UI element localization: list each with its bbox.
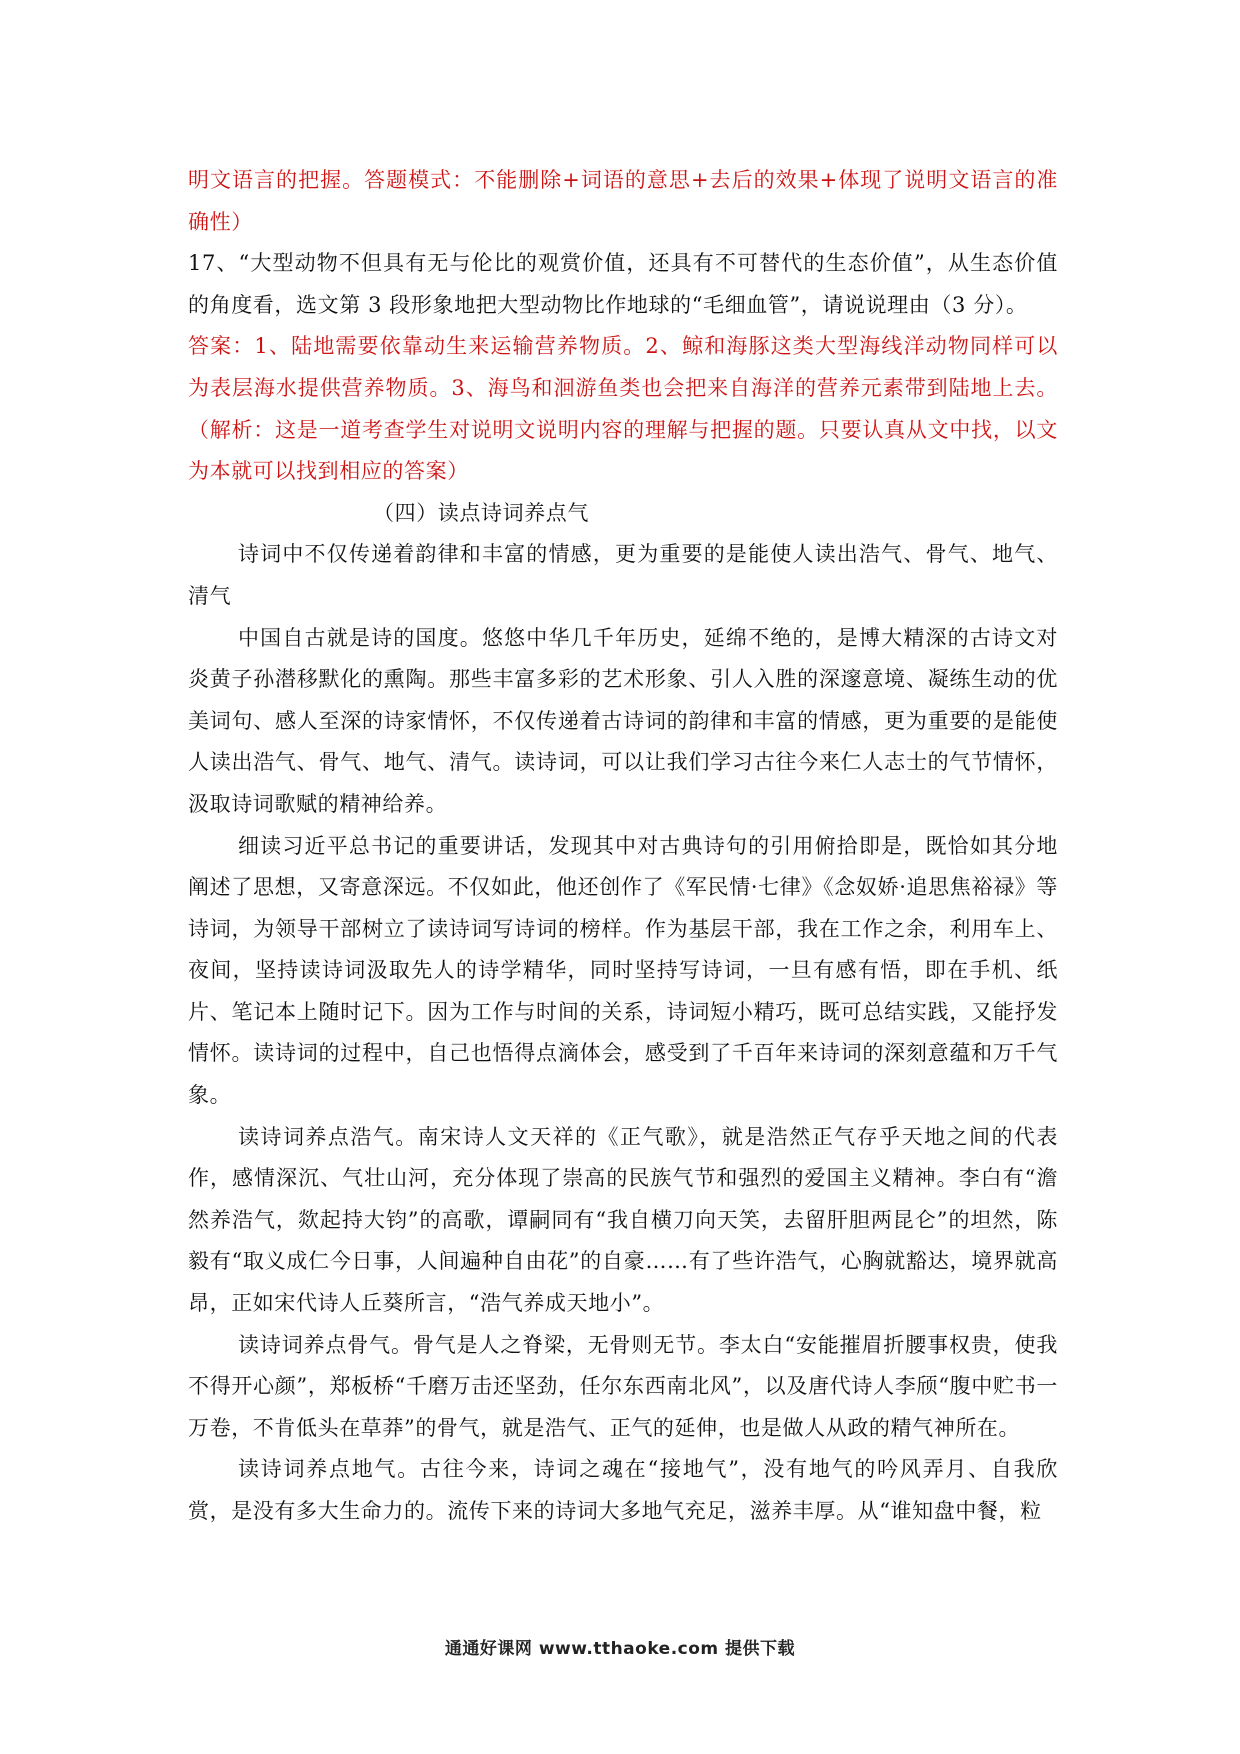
paragraph-2: 细读习近平总书记的重要讲话，发现其中对古典诗句的引用俯拾即是，既恰如其分地阐述了思想，又寄意深远。不仅如此，他还创作了《军民情·七律》《念奴娇·追思焦裕禄》等诗词，为领导干部树立了读诗词写诗词的榜样。作为基层干部，我在工作之余，利用车上、夜间，坚持读诗词汲取先人的诗学精华，同时坚持写诗词，一旦有感有悟，即在手机、纸片、笔记本上随时记下。因为工作与时间的关系，诗词短小精巧，既可总结实践，又能抒发情怀。读诗词的过程中，自己也悟得点滴体会，感受到了千百年来诗词的深刻意蕴和万千气象。: [188, 833, 1058, 1108]
paragraph-subtitle: 诗词中不仅传递着韵律和丰富的情感，更为重要的是能使人读出浩气、骨气、地气、清气: [188, 542, 1058, 608]
page-footer: 通通好课网 www.tthaoke.com 提供下载: [444, 1639, 796, 1659]
paragraph-5: 读诗词养点地气。古往今来，诗词之魂在“接地气”，没有地气的吟风弄月、自我欣赏，是没有多大生命力的。流传下来的诗词大多地气充足，滋养丰厚。从“谁知盘中餐，粒: [188, 1457, 1058, 1523]
paragraph-4: 读诗词养点骨气。骨气是人之脊梁，无骨则无节。李太白“安能摧眉折腰事权贵，使我不得开心颜”，郑板桥“千磨万击还坚劲，任尔东西南北风”，以及唐代诗人李颀“腹中贮书一万卷，不肯低头在草莽”的骨气，就是浩气、正气的延伸，也是做人从政的精气神所在。: [188, 1332, 1058, 1440]
paragraph-3: 读诗词养点浩气。南宋诗人文天祥的《正气歌》，就是浩然正气存乎天地之间的代表作，感情深沉、气壮山河，充分体现了崇高的民族气节和强烈的爱国主义精神。李白有“澹然养浩气，欻起持大钧”的高歌，谭嗣同有“我自横刀向天笑，去留肝胆两昆仑”的坦然，陈毅有“取义成仁今日事，人间遍种自由花”的自豪……有了些许浩气，心胸就豁达，境界就高昂，正如宋代诗人丘葵所言，“浩气养成天地小”。: [188, 1124, 1058, 1316]
question-17-answer: 答案：1、陆地需要依靠动生来运输营养物质。2、鲸和海豚这类大型海线洋动物同样可以为表层海水提供营养物质。3、海鸟和洄游鱼类也会把来自海洋的营养元素带到陆地上去。（解析：这是一道考查学生对说明文说明内容的理解与把握的题。只要认真从文中找，以文为本就可以找到相应的答案）: [188, 334, 1058, 484]
section-title: （四）读点诗词养点气: [373, 500, 589, 525]
document-body: [188, 160, 1058, 1533]
paragraph-1: 中国自古就是诗的国度。悠悠中华几千年历史，延绵不绝的，是博大精深的古诗文对炎黄子孙潜移默化的熏陶。那些丰富多彩的艺术形象、引人入胜的深邃意境、凝练生动的优美词句、感人至深的诗家情怀，不仅传递着古诗词的韵律和丰富的情感，更为重要的是能使人读出浩气、骨气、地气、清气。读诗词，可以让我们学习古往今来仁人志士的气节情怀，汲取诗词歌赋的精神给养。: [188, 625, 1058, 816]
answer-tail-paragraph: 明文语言的把握。答题模式：不能删除+词语的意思+去后的效果+体现了说明文语言的准确性）: [188, 168, 1058, 234]
question-17: 17、“大型动物不但具有无与伦比的观赏价值，还具有不可替代的生态价值”，从生态价值的角度看，选文第 3 段形象地把大型动物比作地球的“毛细血管”，请说说理由（3 分）。: [188, 251, 1058, 317]
